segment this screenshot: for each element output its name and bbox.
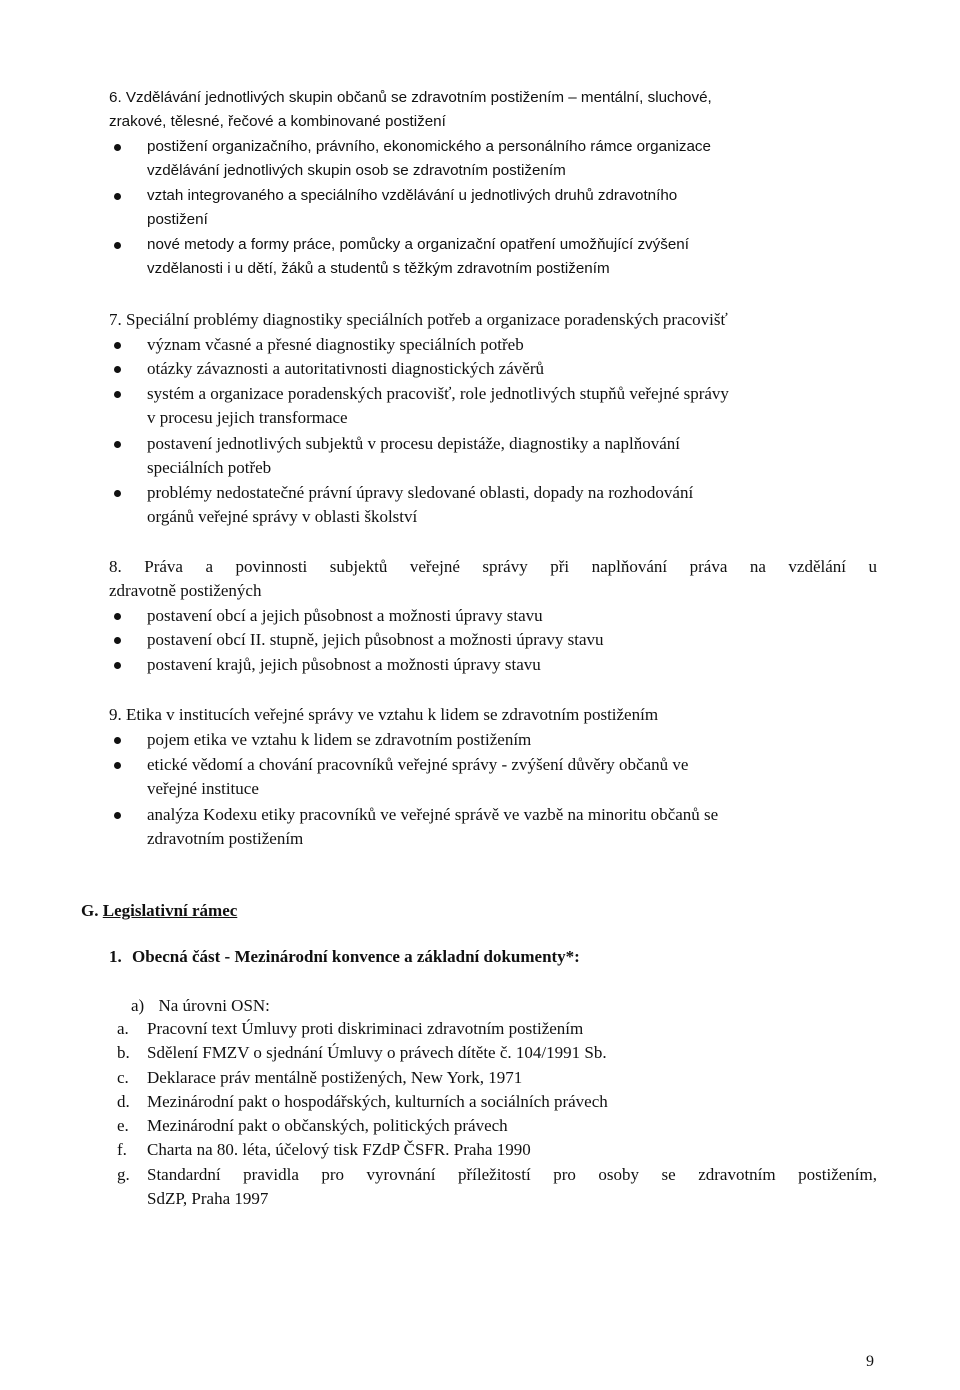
section-7-bullet-1 <box>147 333 882 357</box>
list-item-label: e. <box>117 1116 129 1135</box>
list-item: Mezinárodní pakt o hospodářských, kulturních a sociálních právech <box>147 1092 608 1111</box>
section-8-bullet-2 <box>147 628 882 652</box>
bullet-icon <box>114 812 121 819</box>
list-item-label: c. <box>117 1068 129 1087</box>
bullet-icon <box>114 737 121 744</box>
bullet-line: vzdělanosti i u dětí, žáků a studentů s těžkým zdravotním postižením <box>147 260 610 278</box>
bullet-line: postavení obcí a jejich působnost a možnosti úpravy stavu <box>147 606 543 625</box>
list-item-continuation: SdZP, Praha 1997 <box>147 1189 269 1208</box>
section-9-heading: 9. Etika v institucích veřejné správy ve vztahu k lidem se zdravotním postižením <box>109 705 659 724</box>
section-8-bullet-3 <box>147 653 882 677</box>
bullet-line: problémy nedostatečné právní úpravy sledované oblasti, dopady na rozhodování <box>147 483 694 502</box>
bullet-line: postavení obcí II. stupně, jejich působnost a možnosti úpravy stavu <box>147 630 604 649</box>
bullet-icon <box>114 490 121 497</box>
section-7-heading: 7. Speciální problémy diagnostiky speciálních potřeb a organizace poradenských pracovišť <box>109 310 728 329</box>
bullet-icon <box>114 662 121 669</box>
list-item-label: f. <box>117 1140 127 1159</box>
section-g-title: Legislativní rámec <box>102 901 238 920</box>
list-item: Pracovní text Úmluvy proti diskriminaci zdravotním postižením <box>147 1019 584 1038</box>
bullet-line: vzdělávání jednotlivých skupin osob se zdravotním postižením <box>147 162 566 180</box>
bullet-line: etické vědomí a chování pracovníků veřejné správy - zvýšení důvěry občanů ve <box>147 755 689 774</box>
list-item: Standardní pravidla pro vyrovnání příležitostí pro osoby se zdravotním postižením, <box>147 1165 877 1184</box>
section-9-bullet-2 <box>147 753 882 802</box>
bullet-line: postižení organizačního, právního, ekonomického a personálního rámce organizace <box>147 138 711 155</box>
level-heading <box>131 994 270 1018</box>
list-item: Charta na 80. léta, účelový tisk FZdP ČSFR. Praha 1990 <box>147 1140 531 1159</box>
list-item-label: a. <box>117 1019 129 1038</box>
bullet-icon <box>114 391 121 398</box>
bullet-icon <box>114 144 121 151</box>
bullet-icon <box>114 762 121 769</box>
section-8-bullet-1 <box>147 604 882 628</box>
section-7-bullet-5 <box>147 481 882 530</box>
bullet-line: nové metody a formy práce, pomůcky a organizační opatření umožňující zvýšení <box>147 236 689 253</box>
bullet-line: veřejné instituce <box>147 779 259 799</box>
subsection-1-heading <box>109 945 580 969</box>
bullet-icon <box>114 613 121 620</box>
section-6-bullet-2 <box>147 184 882 233</box>
section-g-heading <box>81 899 237 923</box>
section-7-bullet-2 <box>147 357 882 381</box>
bullet-line: význam včasné a přesné diagnostiky speciálních potřeb <box>147 335 524 354</box>
bullet-line: v procesu jejich transformace <box>147 408 348 428</box>
section-8-heading-line-2: zdravotně postižených <box>109 581 262 600</box>
subsection-1-number: 1. <box>109 947 122 966</box>
section-8-heading-line-1: 8. Práva a povinnosti subjektů veřejné správy při naplňování práva na vzdělání u <box>109 557 877 576</box>
section-9-bullet-3 <box>147 803 882 852</box>
list-item-label: b. <box>117 1043 130 1062</box>
section-7-bullet-4 <box>147 432 882 481</box>
bullet-line: vztah integrovaného a speciálního vzdělávání u jednotlivých druhů zdravotního <box>147 187 678 204</box>
bullet-icon <box>114 242 121 249</box>
bullet-icon <box>114 193 121 200</box>
section-6-bullet-3 <box>147 233 882 282</box>
bullet-line: speciálních potřeb <box>147 458 272 478</box>
list-item: Mezinárodní pakt o občanských, politických právech <box>147 1116 508 1135</box>
bullet-line: postižení <box>147 211 208 229</box>
bullet-icon <box>114 441 121 448</box>
subsection-1-title: Obecná část - Mezinárodní konvence a základní dokumenty*: <box>132 947 580 966</box>
bullet-line: orgánů veřejné správy v oblasti školství <box>147 507 418 527</box>
bullet-line: postavení jednotlivých subjektů v procesu depistáže, diagnostiky a naplňování <box>147 434 681 453</box>
bullet-icon <box>114 637 121 644</box>
bullet-line: postavení krajů, jejich působnost a možnosti úpravy stavu <box>147 655 541 674</box>
section-g-letter: G. <box>81 901 99 920</box>
level-text: Na úrovni OSN: <box>158 996 270 1015</box>
bullet-icon <box>114 366 121 373</box>
level-label: a) <box>131 996 145 1015</box>
bullet-line: otázky závaznosti a autoritativnosti diagnostických závěrů <box>147 359 545 378</box>
bullet-line: analýza Kodexu etiky pracovníků ve veřejné správě ve vazbě na minoritu občanů se <box>147 805 719 824</box>
section-6-heading-line-2: zrakové, tělesné, řečové a kombinované postižení <box>109 113 446 130</box>
section-6-heading-line-1: 6. Vzdělávání jednotlivých skupin občanů se zdravotním postižením – mentální, sluchové, <box>109 89 712 106</box>
section-7-bullet-3 <box>147 382 882 431</box>
list-item: Deklarace práv mentálně postižených, New York, 1971 <box>147 1068 523 1087</box>
list-item-label: d. <box>117 1092 130 1111</box>
page-number: 9 <box>866 1353 874 1370</box>
bullet-line: zdravotním postižením <box>147 829 304 849</box>
bullet-line: systém a organizace poradenských pracovišť, role jednotlivých stupňů veřejné správy <box>147 384 729 403</box>
bullet-icon <box>114 342 121 349</box>
section-6-bullet-1 <box>147 135 882 184</box>
list-item-label: g. <box>117 1165 130 1184</box>
bullet-line: pojem etika ve vztahu k lidem se zdravotním postižením <box>147 730 532 749</box>
section-9-bullet-1 <box>147 728 882 752</box>
list-item: Sdělení FMZV o sjednání Úmluvy o právech dítěte č. 104/1991 Sb. <box>147 1043 607 1062</box>
